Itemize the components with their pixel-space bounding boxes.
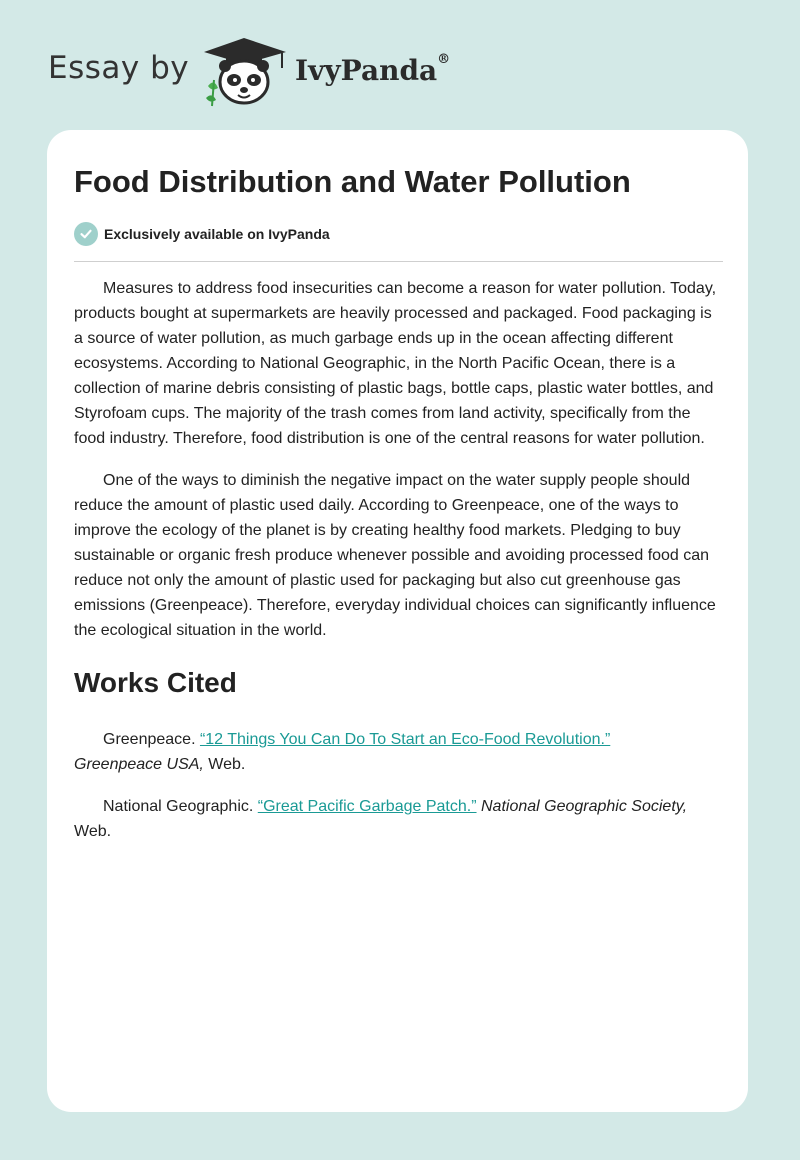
checkmark-icon (74, 222, 98, 246)
brand-name[interactable]: IvyPanda® (295, 52, 451, 87)
citation-suffix: Web. (74, 823, 112, 840)
citation-link[interactable]: “Great Pacific Garbage Patch.” (257, 798, 477, 815)
registered-mark: ® (437, 52, 451, 67)
essay-body (74, 276, 724, 861)
paragraph: Measures to address food insecurities can become a reason for water pollution. Today, products bought at supermarkets are heavily processed and packaged. Food packaging is a source of water pollution, as much garbage ends up in the ocean affecting different ecosystems. According to National Geographic, in the North Pacific Ocean, there is a collection of marine debris consisting of plastic bags, bottle caps, plastic water bottles, and Styrofoam cups. The majority of the trash comes from land activity, specifically from the food industry. Therefore, food distribution is one of the central reasons for water pollution. (74, 280, 717, 447)
citation-author: Greenpeace. (103, 731, 200, 748)
works-cited-heading: Works Cited (74, 667, 237, 698)
citation-source: National Geographic Society, (480, 798, 688, 815)
panda-logo-icon[interactable] (198, 36, 290, 108)
paragraph: One of the ways to diminish the negative impact on the water supply people should reduce the amount of plastic used daily. According to Greenpeace, one of the ways to improve the ecology of the planet is by creating healthy food markets. Pledging to buy sustainable or organic fresh produce whenever possible and avoiding processed food can reduce not only the amount of plastic used for packaging but also cut greenhouse gas emissions (Greenpeace). Therefore, everyday individual choices can significantly influence the ecological situation in the world. (74, 472, 716, 639)
citation-source: Greenpeace USA, (74, 756, 204, 773)
page-title: Food Distribution and Water Pollution (74, 164, 631, 199)
citation-entry (74, 794, 724, 844)
divider (74, 261, 723, 262)
citation-author: National Geographic. (103, 798, 258, 815)
exclusive-badge (74, 222, 330, 246)
essay-card (47, 130, 748, 1112)
citation-link[interactable]: “12 Things You Can Do To Start an Eco-Food Revolution.” (199, 731, 611, 748)
citation-entry (74, 727, 724, 777)
badge-label: Exclusively available on IvyPanda (104, 226, 330, 242)
site-header (48, 36, 508, 106)
citation-suffix: Web. (203, 756, 246, 773)
essay-by-label: Essay by (48, 50, 190, 86)
